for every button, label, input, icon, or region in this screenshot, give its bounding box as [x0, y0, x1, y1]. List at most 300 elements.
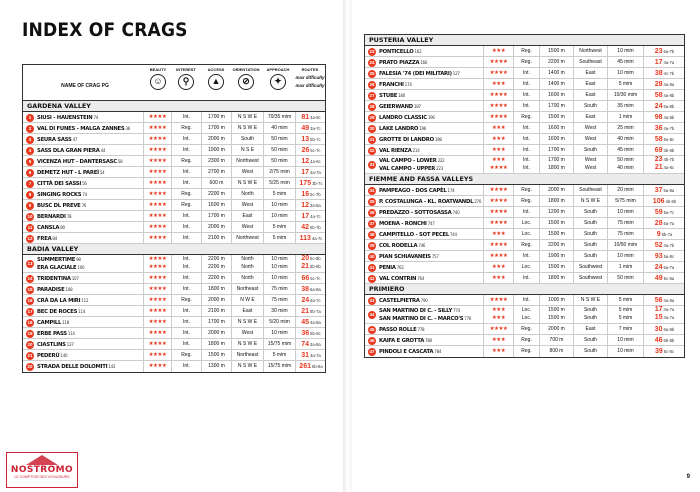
- routes-count: 984a-8b: [643, 112, 685, 122]
- approach-time: 2/75 mim: [263, 167, 295, 177]
- altitude: 2200 m: [539, 240, 573, 250]
- crag-row: [365, 196, 684, 207]
- watermark-name: NOSTROMO: [10, 465, 74, 475]
- crag-name: SAN MARTINO DI C. - SILLY774 SAN MARTINO DI C. - MARCO'S776: [379, 308, 472, 322]
- crag-row: [23, 306, 325, 317]
- altitude: 1500 m: [539, 229, 573, 239]
- interest-level: Loc.: [513, 229, 539, 239]
- interest-level: Int.: [513, 123, 539, 133]
- crag-name: VAL DI FUNES - MALGA ZANNES36: [37, 126, 131, 132]
- crag-name: DEMETZ HUT - L PAREÌ54: [37, 170, 105, 176]
- beauty-stars: ★★★★: [483, 112, 513, 122]
- routes-count: 364a-7b: [643, 123, 685, 133]
- altitude: 2000 m: [201, 295, 231, 305]
- crag-name: SEURA SASS47: [37, 137, 78, 143]
- interest-level: Reg.: [171, 156, 201, 166]
- routes-count: 395c-8c: [643, 346, 685, 357]
- crag-row: [23, 178, 325, 189]
- crag-name: ERBE PASS114: [37, 331, 75, 337]
- beauty-stars: ★★★★: [143, 295, 171, 305]
- routes-count: 386a-8a: [295, 284, 326, 294]
- beauty-stars: ★★★★: [483, 185, 513, 195]
- interest-level: Reg.: [513, 196, 539, 206]
- crag-name: SINGING ROCKS74: [37, 192, 87, 198]
- interest-level: Int.: [513, 207, 539, 217]
- crag-row: [23, 255, 325, 273]
- crag-number-badge: 35: [369, 198, 375, 204]
- crag-number-badge: 13: [27, 261, 33, 266]
- crag-number-badge: 22: [27, 363, 33, 369]
- crag-number-badge: 38: [369, 231, 375, 237]
- crag-row: [365, 185, 684, 196]
- crag-row: [365, 295, 684, 306]
- mountain-icon: ▲: [208, 74, 224, 90]
- crag-number-badge: 9: [26, 202, 34, 210]
- altitude: 1500 m: [539, 218, 573, 228]
- crag-row: [23, 112, 325, 123]
- altitude: 700 m: [539, 335, 573, 345]
- altitude: 1500 m: [539, 112, 573, 122]
- orientation: N S W E: [231, 112, 263, 122]
- approach-time: 5 mim: [607, 295, 643, 305]
- routes-count: 165c-7b: [295, 189, 326, 199]
- crag-name: PASSO ROLLE778: [379, 327, 425, 333]
- crag-number-badge: 29: [369, 114, 375, 120]
- orientation: South: [573, 240, 607, 250]
- crag-row: [23, 233, 325, 244]
- approach-time: 10/30 mim: [607, 90, 643, 100]
- interest-level: Reg.: [513, 346, 539, 357]
- routes-count: 124a-6c: [295, 156, 326, 166]
- beauty-stars: ★★★★: [143, 273, 171, 283]
- crag-row: [23, 361, 325, 372]
- crag-number-badge: 31: [369, 136, 375, 142]
- crag-name: PENIA762: [379, 265, 404, 271]
- approach-time: 5/25 mim: [263, 178, 295, 188]
- approach-time: 20 mim: [607, 185, 643, 195]
- crag-name: PRATO PIAZZA166: [379, 60, 428, 66]
- approach-time: 5 mim: [263, 222, 295, 232]
- routes-count: 174a-7c: [295, 211, 326, 221]
- orientation: South: [573, 251, 607, 261]
- altitude: 1500 m: [201, 350, 231, 360]
- interest-level: Loc.: [513, 262, 539, 272]
- orientation: West: [231, 167, 263, 177]
- crag-name: P. COSTALUNGA - KL. ROATWANDL270: [379, 199, 482, 205]
- crag-number-badge: 36: [369, 209, 375, 215]
- orientation: West: [231, 328, 263, 338]
- altitude: 1600 m: [539, 90, 573, 100]
- approach-time: 10 mim: [263, 273, 295, 283]
- interest-level: Reg.: [171, 200, 201, 210]
- crag-name: TRIDENTINA107: [37, 276, 79, 282]
- approach-time: 10 mim: [607, 251, 643, 261]
- orientation: South: [573, 207, 607, 217]
- routes-count: 1753b-7c: [295, 178, 326, 188]
- crag-row: [23, 211, 325, 222]
- crag-row: [365, 145, 684, 156]
- crag-number-badge: 42: [369, 275, 375, 281]
- approach-time: 10 mim: [263, 211, 295, 221]
- crag-row: [23, 134, 325, 145]
- crag-name: CASTELPIETRA790: [379, 298, 428, 304]
- beauty-stars: ★★★★: [483, 218, 513, 228]
- beauty-stars: ★★★★: [143, 189, 171, 199]
- crag-number-badge: 40: [369, 253, 375, 259]
- crag-row: [23, 123, 325, 134]
- crag-name: BUSC DL PREVE76: [37, 203, 87, 209]
- orientation: N S W E: [573, 196, 607, 206]
- orientation: South: [573, 218, 607, 228]
- crag-row: [23, 145, 325, 156]
- crag-number-badge: 30: [369, 125, 375, 131]
- orientation: Northwest: [573, 46, 607, 56]
- beauty-stars: ★★★★: [483, 101, 513, 111]
- routes-count: 584a-8b: [643, 90, 685, 100]
- orientation: East: [573, 324, 607, 334]
- beauty-stars: ★★★★: [143, 222, 171, 232]
- altitude: 2200 m: [201, 273, 231, 283]
- beauty-stars: ★★★★: [483, 240, 513, 250]
- crag-number-badge: 32: [369, 147, 375, 153]
- interest-level: Reg.: [513, 57, 539, 67]
- beauty-stars: ★★★★ ★★★★: [143, 255, 171, 272]
- hiker-icon: ✦: [270, 74, 286, 90]
- crag-number-badge: 47: [369, 348, 375, 354]
- beauty-stars: ★★★★: [143, 233, 171, 243]
- orientation: N S W E: [231, 123, 263, 133]
- crag-name: CITTÀ DEI SASSI56: [37, 181, 87, 187]
- orientation: West: [231, 200, 263, 210]
- approach-time: 75 mim: [607, 218, 643, 228]
- crag-name: BEC DE ROCES114: [37, 309, 86, 315]
- altitude: 2100 m: [201, 233, 231, 243]
- orientation: North: [231, 189, 263, 199]
- routes-count: 384c-7b: [643, 68, 685, 78]
- routes-count: 595a-7c: [643, 207, 685, 217]
- crag-row: [365, 123, 684, 134]
- beauty-stars: ★★★: [483, 273, 513, 283]
- approach-time: 10 mim: [607, 46, 643, 56]
- orientation: Northwest: [231, 156, 263, 166]
- crag-row: [23, 295, 325, 306]
- approach-time: 45 mim: [607, 57, 643, 67]
- crag-name: PINDOLI E CASCATA784: [379, 349, 442, 355]
- orientation: West: [573, 134, 607, 144]
- routes-count: 314a-7a: [295, 350, 326, 360]
- crag-number-badge: 26: [369, 81, 375, 87]
- altitude: 600 m: [201, 178, 231, 188]
- right-page: [352, 0, 700, 492]
- altitude: 2200 m: [201, 189, 231, 199]
- altitude: 1600 m: [201, 200, 231, 210]
- approach-time: 50 mim: [263, 156, 295, 166]
- approach-time: 5 mim 5 mim: [607, 306, 643, 323]
- routes-count: 665c-7c: [295, 273, 326, 283]
- approach-time: 75 mim: [263, 295, 295, 305]
- approach-time: 50 mim: [607, 273, 643, 283]
- smile-icon: ☺: [150, 74, 166, 90]
- interest-level: Int.: [171, 273, 201, 283]
- header-interest: INTEREST ⚲: [173, 67, 199, 90]
- crag-name: COL RODELLA746: [379, 243, 426, 249]
- beauty-stars: ★★★: [483, 145, 513, 155]
- beauty-stars: ★★★: [483, 123, 513, 133]
- interest-level: Int.: [513, 273, 539, 283]
- approach-time: 10 mim: [607, 207, 643, 217]
- crag-row: [365, 251, 684, 262]
- interest-level: Loc. Loc.: [513, 306, 539, 323]
- beauty-stars: ★★★★: [143, 328, 171, 338]
- altitude: 1800 m: [201, 339, 231, 349]
- crag-name: PONTICELLO162: [379, 49, 422, 55]
- orientation: Northwest: [231, 233, 263, 243]
- approach-time: 10 mim: [263, 200, 295, 210]
- routes-count: 365b-8c: [295, 328, 326, 338]
- crag-row: [365, 207, 684, 218]
- interest-level: Reg.: [513, 240, 539, 250]
- routes-count: 95b-7a: [643, 229, 685, 239]
- crag-name: PAMPEAGO - DOS CAPÈL174: [379, 188, 455, 194]
- crag-number-badge: 19: [27, 330, 33, 336]
- crag-name: CAMPILL118: [37, 320, 70, 326]
- orientation: East: [573, 112, 607, 122]
- crag-row: [365, 57, 684, 68]
- crag-row: [23, 222, 325, 233]
- interest-level: Reg.: [171, 350, 201, 360]
- routes-count: 284a-8a: [643, 79, 685, 89]
- altitude: 1400 m: [539, 68, 573, 78]
- crag-name: SASS DLA GRAN PIERA44: [37, 148, 106, 154]
- crag-row: [365, 79, 684, 90]
- approach-time: 1 mim: [607, 112, 643, 122]
- header-orientation: ORIENTATION ⊘: [231, 67, 261, 90]
- mountain-logo-icon: [26, 455, 58, 465]
- interest-level: Int.: [171, 233, 201, 243]
- crag-name: CIASTLINS137: [37, 342, 74, 348]
- altitude: 1400 m: [539, 79, 573, 89]
- crag-number-badge: 17: [27, 308, 33, 314]
- crag-number-badge: 18: [27, 319, 33, 325]
- altitude: 1800 m: [539, 273, 573, 283]
- crag-number-badge: 14: [27, 275, 33, 281]
- beauty-stars: ★★★★: [483, 57, 513, 67]
- orientation: South: [573, 101, 607, 111]
- interest-level: Reg.: [513, 46, 539, 56]
- altitude: 1800 m: [201, 284, 231, 294]
- beauty-stars: ★★★★: [483, 90, 513, 100]
- routes-count: 1064b-8b: [643, 196, 685, 206]
- interest-level: Int.: [513, 251, 539, 261]
- crag-index-table-right: [364, 34, 685, 358]
- routes-count: 174a-7a: [643, 57, 685, 67]
- interest-level: Int.: [171, 328, 201, 338]
- interest-level: Int.: [171, 178, 201, 188]
- crag-name: CANSLA80: [37, 225, 65, 231]
- routes-count: 246a-7c: [295, 295, 326, 305]
- approach-time: 30 mim: [263, 306, 295, 316]
- interest-level: Reg.: [171, 189, 201, 199]
- routes-count: 524a-7b: [643, 240, 685, 250]
- altitude: 1500 m 1500 m: [539, 306, 573, 323]
- altitude: 2000 m: [539, 185, 573, 195]
- crag-name: GEIERWAND187: [379, 104, 421, 110]
- altitude: 2100 m: [201, 306, 231, 316]
- beauty-stars: ★★★★: [483, 207, 513, 217]
- interest-level: Int.: [171, 211, 201, 221]
- beauty-stars: ★★★★: [143, 306, 171, 316]
- beauty-stars: ★★★★: [143, 350, 171, 360]
- crag-number-badge: 41: [369, 264, 375, 270]
- altitude: 1700 m: [539, 145, 573, 155]
- altitude: 1500 m: [539, 46, 573, 56]
- beauty-stars: ★★★★: [483, 295, 513, 305]
- approach-time: 5 mim: [263, 350, 295, 360]
- orientation: N S W E: [231, 178, 263, 188]
- orientation: N S W E: [573, 295, 607, 305]
- interest-level: Int.: [171, 167, 201, 177]
- beauty-stars: ★★★★: [483, 68, 513, 78]
- beauty-stars: ★★★★: [483, 196, 513, 206]
- altitude: 1300 m: [201, 361, 231, 372]
- header-approach: APPROACH ✦: [263, 67, 293, 90]
- crag-row: [23, 350, 325, 361]
- altitude: 1600 m: [539, 134, 573, 144]
- interest-level: Reg.: [171, 123, 201, 133]
- orientation: N S W E: [231, 361, 263, 372]
- header-name-of-crag: NAME OF CRAG PG: [61, 83, 109, 89]
- interest-level: Reg.: [513, 324, 539, 334]
- approach-time: 70/35 mim: [263, 112, 295, 122]
- routes-count: 123a-6a: [295, 200, 326, 210]
- crag-name: PEDERÙ140: [37, 353, 68, 359]
- routes-count: 306a-8b: [643, 324, 685, 334]
- interest-level: Int.: [513, 79, 539, 89]
- orientation: West: [231, 222, 263, 232]
- approach-time: 40 mim: [607, 134, 643, 144]
- interest-level: Reg.: [171, 295, 201, 305]
- routes-count: 935a-8c: [643, 251, 685, 261]
- orientation: South: [231, 134, 263, 144]
- beauty-stars: ★★★: [483, 335, 513, 345]
- beauty-stars: ★★★★: [483, 324, 513, 334]
- interest-level: Int. Int.: [513, 156, 539, 173]
- section-header: PRIMIERO: [365, 284, 684, 295]
- orientation: N W E: [231, 295, 263, 305]
- orientation: East: [573, 79, 607, 89]
- beauty-stars: ★★★ ★★★: [483, 306, 513, 323]
- nostromo-watermark: [6, 452, 78, 488]
- orientation: Southwest: [573, 262, 607, 272]
- routes-count: 425b-7b: [295, 222, 326, 232]
- beauty-stars: ★★★★: [143, 211, 171, 221]
- approach-time: 1 mim: [607, 262, 643, 272]
- table-body: [23, 101, 325, 372]
- crag-number-badge: 33: [369, 162, 375, 167]
- beauty-stars: ★★★★: [143, 156, 171, 166]
- crag-row: [365, 134, 684, 145]
- beauty-stars: ★★★ ★★★★: [483, 156, 513, 173]
- altitude: 1900 m: [201, 145, 231, 155]
- crag-number-badge: 20: [27, 341, 33, 347]
- orientation: N S W E: [231, 317, 263, 327]
- routes-count: 2615b-8a: [295, 361, 326, 372]
- orientation: West West: [573, 156, 607, 173]
- routes-count: 585a-8c: [643, 134, 685, 144]
- beauty-stars: ★★★: [483, 79, 513, 89]
- routes-count: 246a-8b: [643, 101, 685, 111]
- approach-time: 10 mim 10 mim: [263, 255, 295, 272]
- interest-level: Loc.: [513, 218, 539, 228]
- crag-number-badge: 27: [369, 92, 375, 98]
- crag-row: [365, 262, 684, 273]
- left-page: [0, 0, 345, 492]
- crag-row: [23, 284, 325, 295]
- crag-row: [23, 200, 325, 211]
- altitude: 2200 m 2200 m: [201, 255, 231, 272]
- crag-row: [365, 112, 684, 123]
- beauty-stars: ★★★★: [143, 145, 171, 155]
- altitude: 1700 m 1800 m: [539, 156, 573, 173]
- routes-count: 234b-7b 214a-6c: [643, 156, 685, 173]
- crag-index-table-left: [22, 64, 326, 373]
- crag-number-badge: 46: [369, 337, 375, 343]
- approach-time: 50 mim 40 mim: [607, 156, 643, 173]
- crag-row: [23, 156, 325, 167]
- orientation: South: [573, 346, 607, 357]
- orientation: N S E: [231, 145, 263, 155]
- crag-number-badge: 3: [26, 136, 34, 144]
- routes-count: 375a-8a: [643, 185, 685, 195]
- approach-time: 10 mim: [263, 328, 295, 338]
- crag-number-badge: 25: [369, 70, 375, 76]
- crag-number-badge: 23: [369, 48, 375, 54]
- interest-level: Int.: [513, 101, 539, 111]
- approach-time: 15/75 mim: [263, 339, 295, 349]
- altitude: 1000 m: [539, 295, 573, 305]
- orientation: West: [573, 123, 607, 133]
- approach-time: 75 mim: [263, 284, 295, 294]
- crag-number-badge: 34: [369, 187, 375, 193]
- orientation: East: [573, 68, 607, 78]
- altitude: 1700 m: [201, 317, 231, 327]
- crag-row: [23, 167, 325, 178]
- approach-time: 7 mim: [607, 324, 643, 334]
- orientation: East: [231, 306, 263, 316]
- approach-time: 10 mim: [607, 68, 643, 78]
- routes-count: 135b-7c: [295, 134, 326, 144]
- crag-name: STRADA DELLE DOLOMITI143: [37, 364, 116, 370]
- altitude: 1200 m: [539, 207, 573, 217]
- routes-count: 495c-8a: [643, 273, 685, 283]
- beauty-stars: ★★★★: [483, 251, 513, 261]
- beauty-stars: ★★★★: [143, 317, 171, 327]
- crag-number-badge: 16: [27, 297, 33, 303]
- orientation: North North: [231, 255, 263, 272]
- crag-row: [23, 273, 325, 284]
- altitude: 1600 m: [539, 123, 573, 133]
- routes-count: 814a-8c: [295, 112, 326, 122]
- routes-count: 245a-7a: [643, 262, 685, 272]
- page-number: 9: [686, 474, 690, 480]
- interest-level: Int. Int.: [171, 255, 201, 272]
- interest-level: Int.: [171, 284, 201, 294]
- approach-time: 5/20 mim: [263, 317, 295, 327]
- altitude: 1700 m: [201, 211, 231, 221]
- interest-level: Reg.: [513, 335, 539, 345]
- table-body: [365, 35, 684, 357]
- compass-icon: ⊘: [238, 74, 254, 90]
